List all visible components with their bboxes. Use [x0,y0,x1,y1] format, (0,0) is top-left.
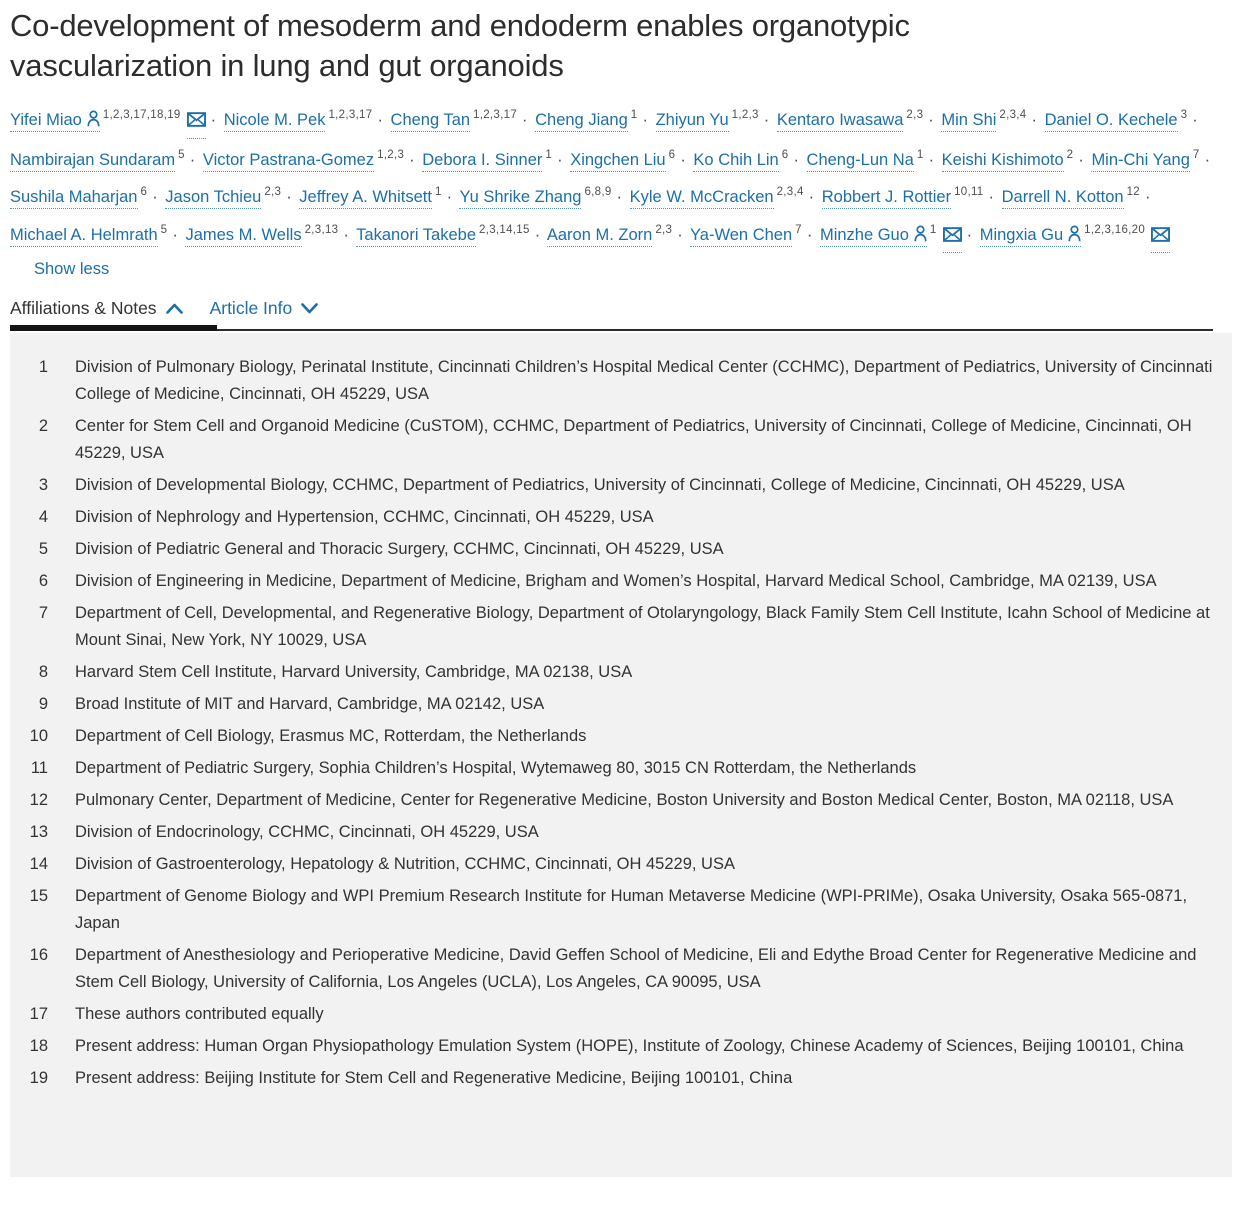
author [570,148,689,169]
affiliation-row [10,1001,1232,1028]
affiliation-number: 4 [38,507,48,526]
affiliation-row [10,659,1232,686]
author-affiliation-numbers: 1,2,3,17,18,19 [102,109,181,121]
author [806,148,938,169]
affiliation-text: Division of Pulmonary Biology, Perinatal Institute, Cincinnati Children’s Hospital Medical Center (CCHMC), Department of Pediatrics, University of Cincinnati College of Medicine, Cincinnati, OH 45229, USA [75,357,1213,403]
author-link[interactable]: Minzhe Guo [820,226,927,247]
affiliation-number: 1 [38,357,48,376]
author-link[interactable]: Ya-Wen Chen [690,226,792,247]
author-link[interactable]: Min Shi [941,111,996,132]
affiliation-row [10,504,1232,531]
author [459,188,625,206]
author-affiliation-numbers: 6,8,9 [584,186,612,198]
author-separator: · [343,225,349,244]
author [185,223,351,244]
affiliation-text: Division of Gastroenterology, Hepatology & Nutrition, CCHMC, Cincinnati, OH 45229, USA [75,854,735,873]
active-tab-indicator [10,325,217,331]
author-affiliation-numbers: 1 [434,186,442,198]
author [777,111,937,129]
affiliation-text: Department of Cell Biology, Erasmus MC, Rotterdam, the Netherlands [75,726,587,745]
author-separator: · [988,188,995,206]
affiliation-text: Center for Stem Cell and Organoid Medicine (CuSTOM), CCHMC, Department of Pediatrics, University of Cincinnati, College of Medicine, Cincinnati, OH 45229, USA [75,416,1192,462]
affiliation-row [10,787,1232,814]
author-link[interactable]: Victor Pastrana-Gomez [203,151,374,172]
affiliation-number: 10 [29,726,48,745]
author [822,188,997,206]
affiliation-text: Harvard Stem Cell Institute, Harvard University, Cambridge, MA 02138, USA [75,662,633,681]
author-separator: · [1204,150,1211,169]
affiliation-text: Present address: Human Organ Physiopathology Emulation System (HOPE), Institute of Zoology, Chinese Academy of Sciences, Beijing 100101, China [75,1036,1184,1055]
author-link[interactable]: Cheng-Lun Na [807,151,914,172]
author [10,223,181,244]
affiliation-row [10,819,1232,846]
tab-article-info-label: Article Info [209,297,293,318]
author-affiliation-numbers: 1,2,3,17 [328,109,373,121]
author [1002,188,1154,206]
author [391,111,531,129]
affiliation-row [10,600,1232,654]
author [693,148,802,169]
author-affiliation-numbers: 2,3,14,15 [479,223,530,236]
author [1091,148,1213,169]
affiliation-row [10,942,1232,996]
affiliation-text: Division of Nephrology and Hypertension, CCHMC, Cincinnati, OH 45229, USA [75,507,654,526]
author-link[interactable]: Xingchen Liu [570,151,665,172]
affiliation-row [10,568,1232,595]
author-affiliation-numbers: 1,2,3 [731,109,759,121]
affiliation-text: Division of Pediatric General and Thoracic Surgery, CCHMC, Cincinnati, OH 45229, USA [75,539,724,558]
author [10,148,198,169]
affiliation-text: Department of Cell, Developmental, and Regenerative Biology, Department of Otolaryngology, Black Family Stem Cell Institute, Icahn School of Medicine at Mount Sinai, New York, NY 10029, USA [75,603,1210,649]
author-separator: · [377,111,383,129]
affiliation-number: 13 [29,822,48,841]
author-separator: · [642,111,648,129]
author-affiliation-numbers: 6 [668,148,676,161]
author-separator: · [172,225,178,244]
author-link[interactable]: Kentaro Iwasawa [777,111,904,132]
chevron-down-icon [301,303,318,314]
author-separator: · [677,225,683,244]
author-separator: · [557,150,563,169]
author-link[interactable]: Keishi Kishimoto [942,151,1064,172]
author-separator: · [928,150,935,169]
author-separator: · [522,111,528,129]
author-separator: · [1031,111,1037,129]
author-separator: · [534,225,541,244]
affiliation-row [10,851,1232,878]
author-link[interactable]: Michael A. Helmrath [10,226,158,247]
author-separator: · [286,188,292,206]
article-title: Co-development of mesoderm and endoderm enables organotypic vascularization in lung and gut organoids [10,8,910,83]
author [656,111,773,129]
author-affiliation-numbers: 1 [630,109,638,121]
author-affiliation-numbers: 2,3 [264,186,282,198]
author [690,223,815,244]
author-link[interactable]: Cheng Tan [391,111,471,132]
author [10,188,161,206]
author-affiliation-numbers: 10,11 [954,186,984,198]
author [941,111,1040,129]
author [299,188,455,206]
tab-affiliations-notes[interactable] [10,298,183,319]
author [546,223,686,244]
affiliation-row [10,1033,1232,1060]
author-separator: · [966,225,973,244]
author-affiliation-numbers: 12 [1126,186,1140,198]
author-affiliation-numbers: 1,2,3,17 [473,109,518,121]
author-separator: · [763,111,770,129]
author-link[interactable]: Sushila Maharjan [10,188,138,209]
author-link[interactable]: Robbert J. Rottier [822,188,951,209]
author-link[interactable]: Mingxia Gu [980,226,1081,247]
tabbar [10,298,1213,331]
author-link[interactable]: Cheng Jiang [535,111,628,132]
email-icon[interactable] [943,219,962,254]
author [535,111,651,129]
affiliation-number: 6 [38,571,48,590]
author-link[interactable]: Yifei Miao [10,111,100,132]
author-affiliation-numbers: 2,3,13 [304,223,339,236]
affiliation-text: Division of Developmental Biology, CCHMC, Department of Pediatrics, University of Cincinnati, College of Medicine, Cincinnati, OH 45229, USA [75,475,1125,494]
affiliation-text: Department of Genome Biology and WPI Premium Research Institute for Human Metaverse Medicine (WPI-PRIMe), Osaka University, Osaka 565-0871, Japan [75,886,1188,932]
author-affiliation-numbers: 6 [140,186,148,198]
author-separator: · [680,150,686,169]
author-affiliation-numbers: 6 [781,148,789,161]
affiliation-number: 3 [38,475,48,494]
email-icon[interactable] [1151,219,1170,254]
author-link[interactable]: Darrell N. Kotton [1002,188,1124,209]
author-link[interactable]: Jeffrey A. Whitsett [299,188,432,209]
affiliations-list [10,354,1232,1092]
author-affiliation-numbers: 5 [178,148,185,161]
author-separator: · [189,150,196,169]
author-affiliation-numbers: 1 [916,148,924,161]
affiliation-number: 17 [29,1004,48,1023]
author [202,148,418,169]
author-link[interactable]: Jason Tchieu [165,188,261,209]
author-separator: · [210,111,217,129]
author-affiliation-numbers: 3 [1180,109,1188,121]
author-link[interactable]: Ko Chih Lin [693,151,778,172]
affiliation-number: 14 [29,854,48,873]
author-affiliation-numbers: 2,3 [906,109,924,121]
email-icon[interactable] [187,104,206,139]
author-affiliation-numbers: 1,2,3,16,20 [1084,223,1146,236]
author-link[interactable]: Min-Chi Yang [1091,151,1189,172]
affiliation-row [10,1065,1232,1092]
affiliation-number: 5 [38,539,48,558]
affiliation-row [10,691,1232,718]
author-separator: · [616,188,623,206]
affiliation-number: 16 [29,945,48,964]
author-separator: · [1078,150,1084,169]
author-link[interactable]: Daniel O. Kechele [1045,111,1178,132]
affiliation-row [10,472,1232,499]
author-affiliation-numbers: 5 [160,223,168,236]
affiliation-text: These authors contributed equally [75,1004,324,1023]
author-affiliation-numbers: 2,3 [655,223,673,236]
author [819,223,975,244]
author [630,188,818,206]
author-affiliation-numbers: 7 [795,223,802,236]
author-link[interactable]: Takanori Takebe [356,226,476,247]
person-icon [82,111,100,129]
author-separator: · [793,150,799,169]
author-affiliation-numbers: 1,2,3 [377,148,405,161]
affiliations-panel [10,333,1232,1177]
author-link[interactable]: Aaron M. Zorn [547,226,652,247]
author-link[interactable]: James M. Wells [185,226,301,247]
author [941,148,1087,169]
affiliation-row [10,536,1232,563]
author-list [10,99,1226,286]
tab-article-info[interactable] [210,298,319,319]
author [422,148,565,169]
author [165,188,294,206]
author [979,223,1170,244]
author-link[interactable]: Zhiyun Yu [656,111,729,132]
affiliation-text: Pulmonary Center, Department of Medicine, Center for Regenerative Medicine, Boston University and Boston Medical Center, Boston, MA 02118, USA [75,790,1174,809]
affiliation-number: 12 [29,790,48,809]
author [10,111,219,129]
author-separator: · [446,188,453,206]
author-link[interactable]: Yu Shrike Zhang [459,188,581,209]
affiliation-text: Broad Institute of MIT and Harvard, Cambridge, MA 02142, USA [75,694,545,713]
person-icon [1063,226,1081,244]
author-separator: · [928,111,934,129]
author-separator: · [1144,188,1151,206]
author [356,223,543,244]
affiliation-row [10,723,1232,750]
show-less-button[interactable]: Show less [34,260,110,278]
author [224,111,386,129]
affiliation-number: 8 [38,662,48,681]
affiliation-row [10,413,1232,467]
affiliation-text: Present address: Beijing Institute for Stem Cell and Regenerative Medicine, Beijing 100101, China [75,1068,793,1087]
author [1045,111,1201,129]
affiliation-number: 15 [29,886,48,905]
chevron-up-icon [166,303,183,314]
author-affiliation-numbers: 1 [545,148,553,161]
affiliation-row [10,883,1232,937]
affiliation-number: 19 [29,1068,48,1087]
author-separator: · [1192,111,1198,129]
author-link[interactable]: Nambirajan Sundaram [10,151,175,172]
affiliation-row [10,755,1232,782]
affiliation-text: Department of Pediatric Surgery, Sophia Children’s Hospital, Wytemaweg 80, 3015 CN Rotterdam, the Netherlands [75,758,917,777]
author-separator: · [409,150,415,169]
author-link[interactable]: Nicole M. Pek [224,111,326,132]
author-affiliation-numbers: 2,3,4 [776,186,804,198]
author-affiliation-numbers: 7 [1192,148,1200,161]
affiliation-number: 11 [30,758,48,777]
affiliation-number: 7 [38,603,48,622]
affiliation-text: Division of Engineering in Medicine, Department of Medicine, Brigham and Women’s Hospital, Harvard Medical School, Cambridge, MA 02139, USA [75,571,1157,590]
affiliation-number: 2 [38,416,48,435]
author-link[interactable]: Debora I. Sinner [422,151,542,172]
author-separator: · [152,188,158,206]
affiliation-text: Department of Anesthesiology and Perioperative Medicine, David Geffen School of Medicine, Eli and Edythe Broad Center for Regenerative Medicine and Stem Cell Biology, University of California, Los Angeles (UCLA), Los Angeles, CA 90095, USA [75,945,1197,991]
author-link[interactable]: Kyle W. McCracken [630,188,774,209]
author-affiliation-numbers: 2,3,4 [999,109,1027,121]
author-affiliation-numbers: 2 [1066,148,1074,161]
affiliation-number: 9 [38,694,48,713]
person-icon [909,226,927,244]
author-separator: · [808,188,815,206]
affiliation-number: 18 [29,1036,48,1055]
tab-affiliations-notes-label: Affiliations & Notes [10,297,157,318]
author-affiliation-numbers: 1 [929,223,937,236]
author-separator: · [806,225,813,244]
affiliation-row [10,354,1232,408]
affiliation-text: Division of Endocrinology, CCHMC, Cincinnati, OH 45229, USA [75,822,539,841]
